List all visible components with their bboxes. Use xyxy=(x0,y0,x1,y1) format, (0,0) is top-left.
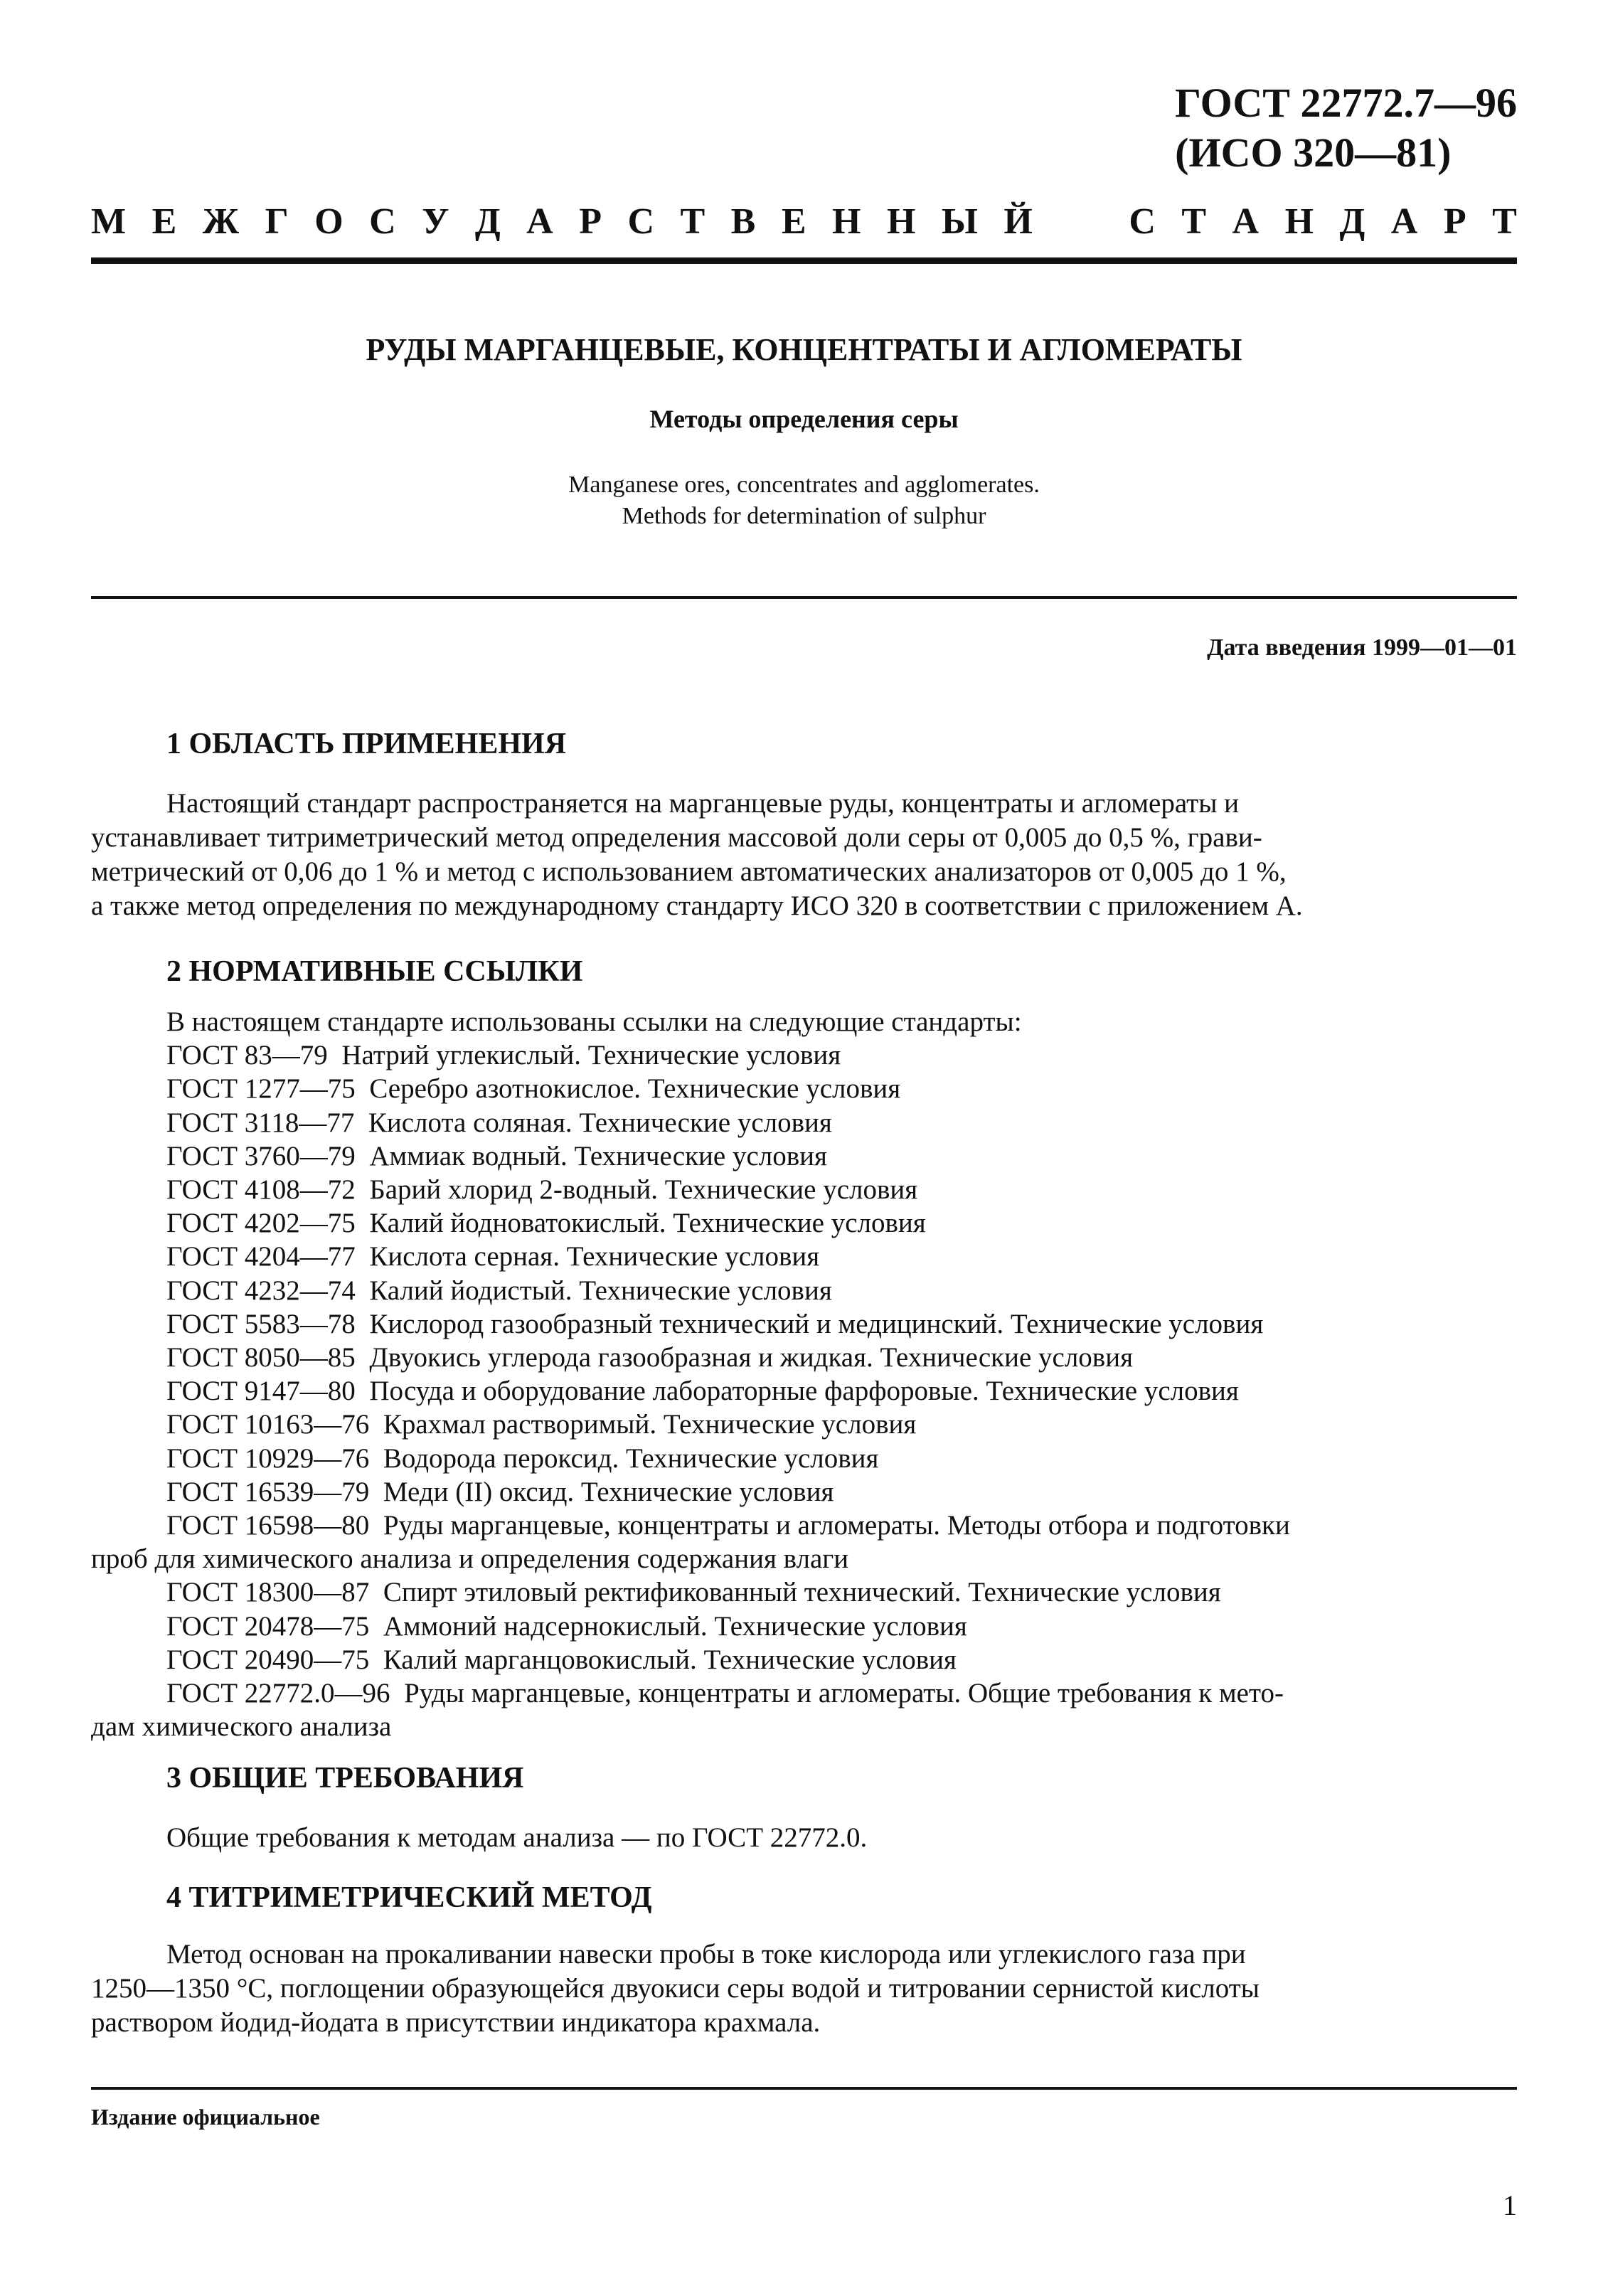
reference-code: ГОСТ 16539—79 xyxy=(166,1476,370,1507)
section-heading-general: 3 ОБЩИЕ ТРЕБОВАНИЯ xyxy=(166,1762,524,1795)
reference-code: ГОСТ 4232—74 xyxy=(166,1275,356,1306)
reference-code: ГОСТ 83—79 xyxy=(166,1040,328,1071)
reference-item xyxy=(91,1307,1517,1341)
banner-letter: О xyxy=(314,201,344,242)
reference-item xyxy=(91,1374,1517,1408)
reference-code: ГОСТ 16598—80 xyxy=(166,1510,370,1541)
reference-code: ГОСТ 20490—75 xyxy=(166,1644,370,1675)
banner-letter: У xyxy=(422,201,449,242)
footer-rule xyxy=(91,2087,1517,2090)
banner-letter: Д xyxy=(474,201,501,242)
reference-code: ГОСТ 10929—76 xyxy=(166,1442,370,1474)
banner-letter: А xyxy=(1232,201,1260,242)
reference-item xyxy=(91,1676,1517,1710)
reference-title: Калий марганцовокислый. Технические условия xyxy=(383,1644,957,1675)
standard-code-gost: ГОСТ 22772.7—96 xyxy=(1175,80,1517,126)
banner-letter: С xyxy=(627,201,654,242)
banner-letter: М xyxy=(91,201,127,242)
text-line: а также метод определения по международному стандарту ИСО 320 в соответствии с приложением А. xyxy=(91,891,1303,921)
section-heading-references: 2 НОРМАТИВНЫЕ ССЫЛКИ xyxy=(166,955,583,988)
banner-letter: Е xyxy=(781,201,806,242)
reference-item xyxy=(91,1240,1517,1273)
banner-letter: Н xyxy=(886,201,916,242)
reference-title: Кислота соляная. Технические условия xyxy=(368,1107,832,1138)
text-line: Общие требования к методам анализа — по ГОСТ 22772.0. xyxy=(166,1822,868,1853)
reference-code: ГОСТ 20478—75 xyxy=(166,1610,370,1642)
reference-title: Посуда и оборудование лабораторные фарфоровые. Технические условия xyxy=(369,1376,1239,1407)
text-line: раствором йодид-йодата в присутствии индикатора крахмала. xyxy=(91,2007,821,2038)
reference-code: ГОСТ 4202—75 xyxy=(166,1208,356,1239)
banner-letter: С xyxy=(1129,201,1156,242)
reference-item xyxy=(91,1139,1517,1173)
reference-item xyxy=(91,1643,1517,1676)
reference-code: ГОСТ 10163—76 xyxy=(166,1409,370,1440)
reference-item xyxy=(91,1509,1517,1542)
banner-letter: Й xyxy=(1003,201,1033,242)
reference-title: Аммоний надсернокислый. Технические условия xyxy=(383,1610,967,1642)
reference-item xyxy=(91,1408,1517,1441)
reference-title: Спирт этиловый ректификованный технический. Технические условия xyxy=(383,1577,1221,1608)
section-scope-text xyxy=(91,787,1517,923)
reference-continuation: проб для химического анализа и определения содержания влаги xyxy=(91,1543,849,1575)
banner-letter: Т xyxy=(1492,201,1517,242)
reference-title: Руды марганцевые, концентраты и агломераты. Общие требования к мето- xyxy=(404,1678,1284,1709)
reference-code: ГОСТ 4204—77 xyxy=(166,1241,356,1272)
reference-title: Меди (II) оксид. Технические условия xyxy=(383,1476,834,1507)
reference-title: Кислород газообразный технический и медицинский. Технические условия xyxy=(369,1308,1264,1339)
reference-title: Калий йодистый. Технические условия xyxy=(369,1275,832,1306)
standard-code-iso: (ИСО 320—81) xyxy=(1175,129,1452,176)
reference-title: Руды марганцевые, концентраты и агломераты. Методы отбора и подготовки xyxy=(383,1510,1290,1541)
reference-item xyxy=(91,1106,1517,1139)
reference-code: ГОСТ 18300—87 xyxy=(166,1577,370,1608)
text-line: метрический от 0,06 до 1 % и метод с использованием автоматических анализаторов от 0,005 до 1 %, xyxy=(91,856,1287,887)
reference-code: ГОСТ 4108—72 xyxy=(166,1174,356,1206)
reference-code: ГОСТ 3118—77 xyxy=(166,1107,355,1138)
reference-continuation: дам химического анализа xyxy=(91,1711,392,1743)
banner-letter: Р xyxy=(579,201,602,242)
reference-code: ГОСТ 3760—79 xyxy=(166,1140,356,1171)
reference-item xyxy=(91,1206,1517,1240)
references-intro: В настоящем стандарте использованы ссылки на следующие стандарты: xyxy=(166,1006,1022,1037)
banner-gap xyxy=(1094,201,1103,243)
reference-title: Калий йодноватокислый. Технические условия xyxy=(369,1208,926,1239)
banner-letter: А xyxy=(1390,201,1418,242)
reference-item xyxy=(91,1274,1517,1307)
banner-letter: Ы xyxy=(941,201,978,242)
banner-letter: Ж xyxy=(202,201,240,242)
section-titrimetric-text xyxy=(91,1938,1517,2040)
section-heading-titrimetric: 4 ТИТРИМЕТРИЧЕСКИЙ МЕТОД xyxy=(166,1881,652,1914)
banner-letter: Д xyxy=(1339,201,1365,242)
reference-code: ГОСТ 1277—75 xyxy=(166,1073,356,1105)
reference-title: Барий хлорид 2-водный. Технические условия xyxy=(369,1174,918,1206)
text-line: устанавливает титриметрический метод определения массовой доли серы от 0,005 до 0,5 %, грави- xyxy=(91,822,1262,853)
reference-code: ГОСТ 8050—85 xyxy=(166,1342,356,1373)
reference-item xyxy=(91,1610,1517,1643)
reference-title: Водорода пероксид. Технические условия xyxy=(383,1442,879,1474)
reference-item xyxy=(91,1575,1517,1609)
title-rule xyxy=(91,596,1517,599)
reference-code: ГОСТ 9147—80 xyxy=(166,1376,356,1407)
reference-code: ГОСТ 5583—78 xyxy=(166,1308,356,1339)
banner-gap xyxy=(1058,201,1067,243)
english-title xyxy=(0,469,1608,532)
section-general-text xyxy=(91,1821,1517,1855)
reference-item xyxy=(91,1038,1517,1072)
official-edition-label: Издание официальное xyxy=(91,2104,320,2130)
reference-title: Натрий углекислый. Технические условия xyxy=(341,1040,841,1071)
interstate-standard-banner xyxy=(91,201,1517,243)
standard-code xyxy=(1175,78,1517,178)
english-title-line: Manganese ores, concentrates and agglomerates. xyxy=(568,472,1040,498)
reference-item xyxy=(91,1475,1517,1509)
reference-title: Крахмал растворимый. Технические условия xyxy=(383,1409,917,1440)
banner-letter: Н xyxy=(832,201,861,242)
banner-letter: Н xyxy=(1284,201,1314,242)
banner-letter: Г xyxy=(265,201,289,242)
reference-item xyxy=(91,1341,1517,1374)
text-line: 1250—1350 °С, поглощении образующейся двуокиси серы водой и титровании сернистой кислоты xyxy=(91,1973,1260,2004)
reference-title: Аммиак водный. Технические условия xyxy=(369,1140,827,1171)
reference-title: Серебро азотнокислое. Технические условия xyxy=(369,1073,901,1105)
reference-title: Двуокись углерода газообразная и жидкая. Технические условия xyxy=(369,1342,1134,1373)
reference-item xyxy=(91,1072,1517,1105)
reference-item xyxy=(91,1442,1517,1475)
banner-letter: А xyxy=(526,201,553,242)
document-subtitle: Методы определения серы xyxy=(649,405,959,433)
reference-title: Кислота серная. Технические условия xyxy=(369,1241,820,1272)
banner-letter: Т xyxy=(1181,201,1207,242)
document-title: РУДЫ МАРГАНЦЕВЫЕ, КОНЦЕНТРАТЫ И АГЛОМЕРАТЫ xyxy=(366,332,1242,367)
banner-letter: Т xyxy=(680,201,706,242)
banner-letter: В xyxy=(730,201,756,242)
text-line: Метод основан на прокаливании навески пробы в токе кислорода или углекислого газа при xyxy=(166,1939,1246,1970)
text-line: Настоящий стандарт распространяется на марганцевые руды, концентраты и агломераты и xyxy=(166,788,1240,819)
introduction-date: Дата введения 1999—01—01 xyxy=(1207,634,1517,661)
reference-item xyxy=(91,1173,1517,1206)
reference-code: ГОСТ 22772.0—96 xyxy=(166,1678,390,1709)
banner-letter: С xyxy=(369,201,396,242)
section-heading-scope: 1 ОБЛАСТЬ ПРИМЕНЕНИЯ xyxy=(166,728,567,760)
page-number: 1 xyxy=(1503,2189,1517,2221)
banner-letter: Е xyxy=(151,201,177,242)
header-rule xyxy=(91,257,1517,264)
english-title-line: Methods for determination of sulphur xyxy=(622,503,986,529)
normative-references-list xyxy=(91,1005,1517,1743)
banner-letter: Р xyxy=(1443,201,1466,242)
